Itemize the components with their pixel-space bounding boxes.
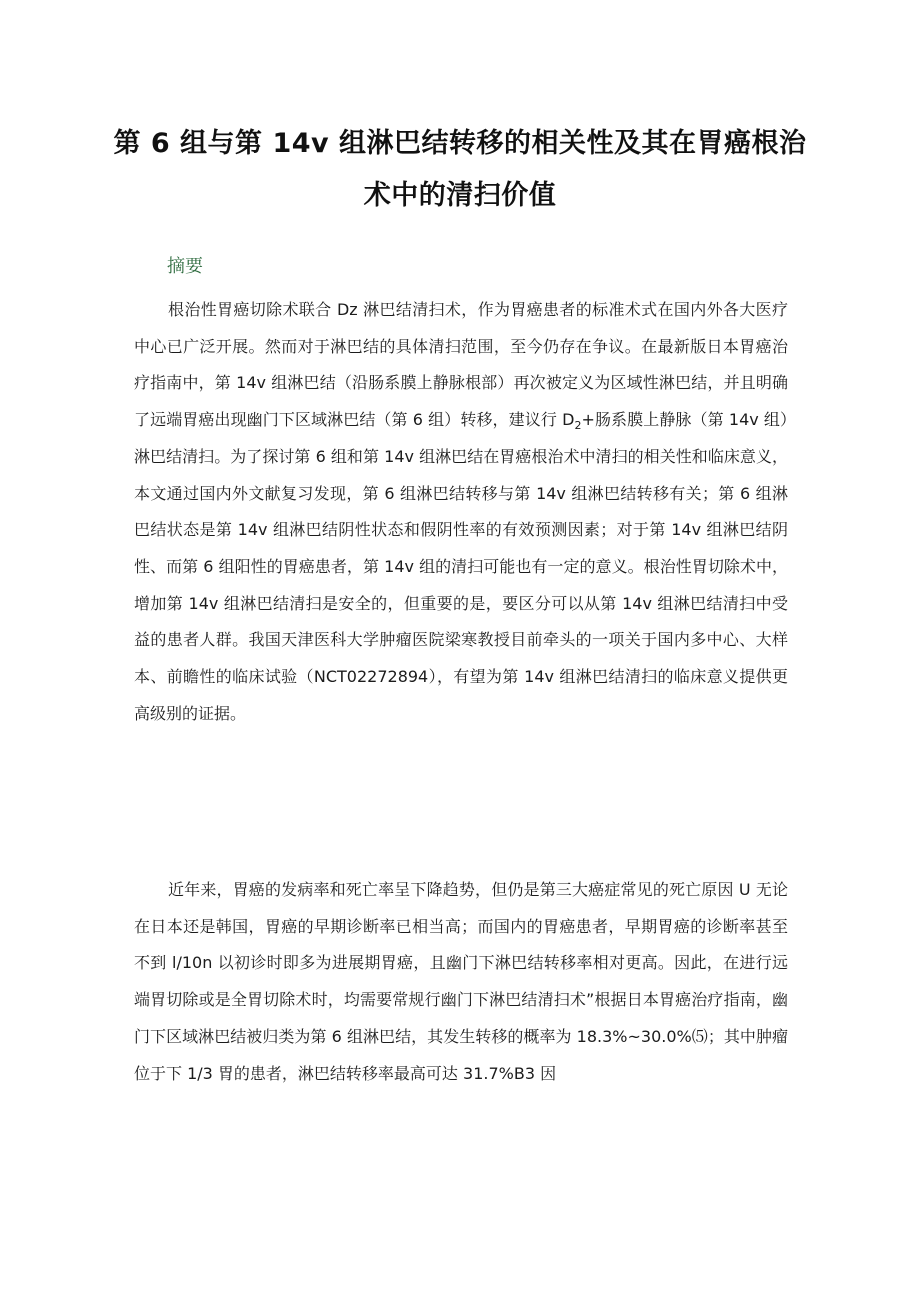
abstract-text-b: +肠系膜上静脉（第 14v 组）淋巴结清扫。为了探讨第 6 组和第 14v 组淋巴结在胃癌根治术中清扫的相关性和临床意义，本文通过国内外文献复习发现，第 6 组淋巴结转移与第 14v 组淋巴结转移有关；第 6 组淋巴结状态是第 14v 组淋巴结阴性状态和假阴性率的有效预测因素；对于第 14v 组淋巴结阴性、而第 6 组阳性的胃癌患者，第 14v 组的清扫可能也有一定的意义。根治性胃切除术中，增加第 14v 组淋巴结清扫是安全的，但重要的是，要区分可以从第 14v 组淋巴结清扫中受益的患者人群。我国天津医科大学肿瘤医院梁寒教授目前牵头的一项关于国内多中心、大样本、前瞻性的临床试验（NCT02272894），有望为第 14v 组淋巴结清扫的临床意义提供更高级别的证据。 bbox=[134, 410, 788, 723]
title-line-2: 术中的清扫价值 bbox=[363, 180, 557, 211]
document-title bbox=[100, 118, 820, 222]
abstract-subscript: 2 bbox=[574, 419, 582, 433]
title-line-1: 第 6 组与第 14v 组淋巴结转移的相关性及其在胃癌根治 bbox=[113, 128, 807, 159]
abstract-text-a: 根治性胃癌切除术联合 Dz 淋巴结清扫术，作为胃癌患者的标准术式在国内外各大医疗中心已广泛开展。然而对于淋巴结的具体清扫范围，至今仍存在争议。在最新版日本胃癌治疗指南中，第 14v 组淋巴结（沿肠系膜上静脉根部）再次被定义为区域性淋巴结，并且明确了远端胃癌出现幽门下区域淋巴结（第 6 组）转移，建议行 D bbox=[134, 300, 788, 430]
section-heading-abstract: 摘要 bbox=[167, 256, 203, 277]
body-paragraph: 近年来，胃癌的发病率和死亡率呈下降趋势，但仍是第三大癌症常见的死亡原因 U 无论在日本还是韩国，胃癌的早期诊断率已相当高；而国内的胃癌患者，早期胃癌的诊断率甚至不到 l/10n 以初诊时即多为进展期胃癌，且幽门下淋巴结转移率相对更高。因此，在进行远端胃切除或是全胃切除术时，均需要常规行幽门下淋巴结清扫术”根据日本胃癌治疗指南，幽门下区域淋巴结被归类为第 6 组淋巴结，其发生转移的概率为 18.3%~30.0%⑸；其中肿瘤位于下 1/3 胃的患者，淋巴结转移率最高可达 31.7%B3 因 bbox=[134, 880, 788, 1083]
abstract-paragraph bbox=[134, 292, 788, 732]
